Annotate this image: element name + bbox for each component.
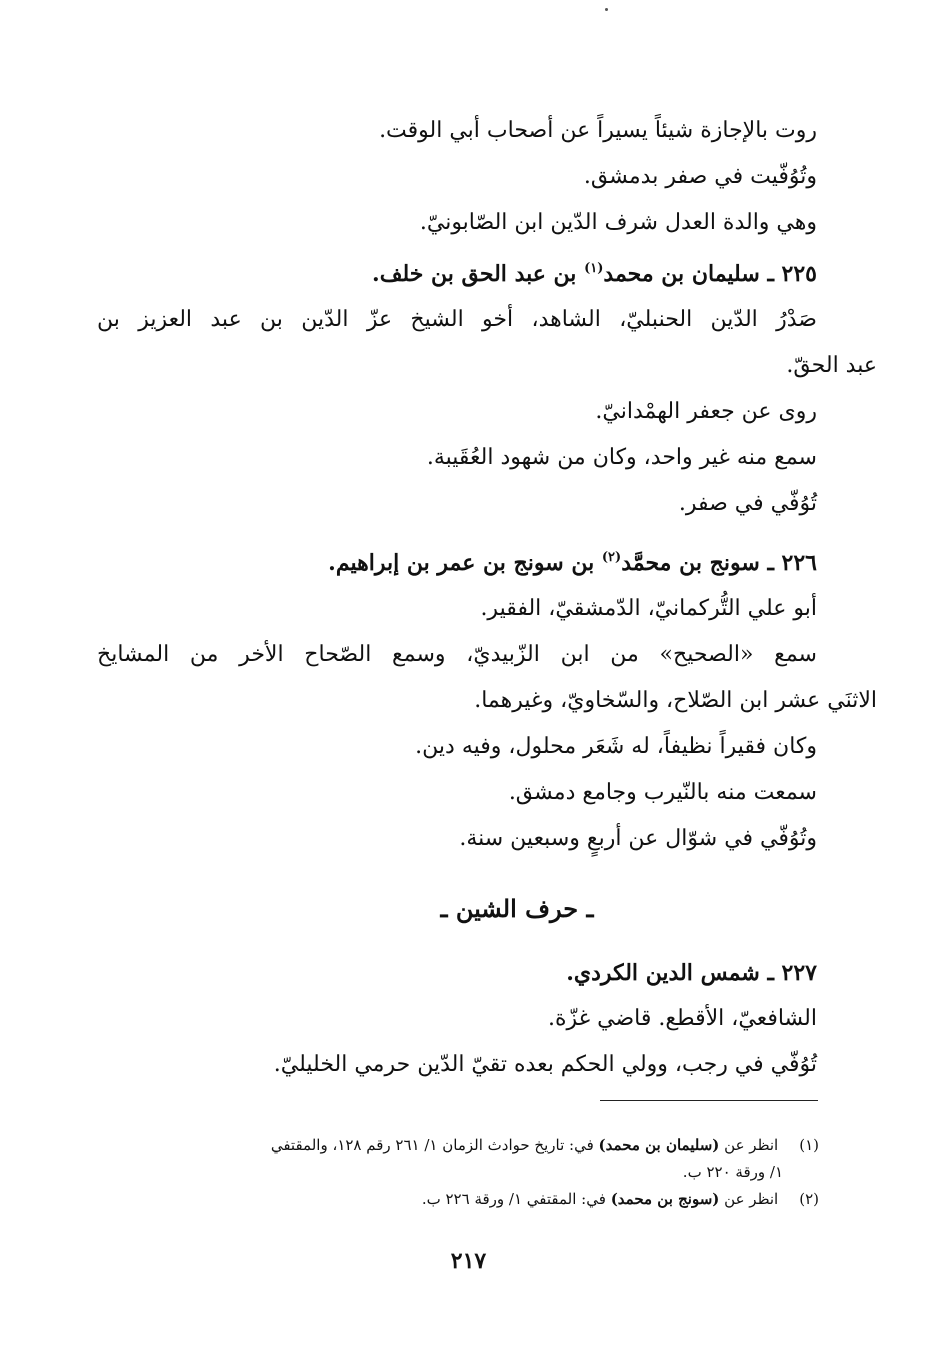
text-line: تُوُفّي في رجب، وولي الحكم بعده تقيّ الدّين حرمي الخليليّ. [273, 1052, 817, 1077]
text-line: وتُوُفّي في شوّال عن أربعٍ وسبعين سنة. [459, 826, 817, 851]
footnote-number: (١) [799, 1136, 819, 1154]
footnote-text: في: تاريخ حوادث الزمان ١/ ٢٦١ رقم ١٢٨، والمقتفي [270, 1136, 594, 1154]
text-line: وهي والدة العدل شرف الدّين ابن الصّابونيّ. [419, 210, 817, 235]
footnote-text: انظر عن [724, 1136, 779, 1154]
text-line: صَدْرُ الدّين الحنبليّ، الشاهد، أخو الشيخ عزّ الدّين بن عبد العزيز بن [97, 307, 817, 332]
text-line: وتُوُفّيت في صفر بدمشق. [583, 164, 817, 189]
text-line: وكان فقيراً نظيفاً، له شَعَر محلول، وفيه دين. [415, 734, 817, 759]
footnotes-block [114, 1132, 819, 1213]
entry-name-rest: بن سونج بن عمر بن إبراهيم. [328, 550, 595, 576]
text-line: سمع منه غير واحد، وكان من شهود العُقَيبة. [426, 445, 817, 470]
entry-227-title: ٢٢٧ ـ شمس الدين الكردي. [566, 960, 817, 986]
top-dot-mark [605, 8, 608, 11]
text-line: أبو علي التُّركمانيّ، الدّمشقيّ، الفقير. [480, 596, 817, 621]
text-line: روت بالإجازة شيئاً يسيراً عن أصحاب أبي الوقت. [379, 118, 817, 143]
footnote-text: انظر عن [724, 1190, 779, 1208]
footnote-subject: (سليمان بن محمد) [598, 1136, 720, 1154]
section-heading: ـ حرف الشين ـ [440, 894, 594, 923]
entry-name: سونج بن محمَّد [621, 550, 760, 576]
text-line: عبد الحقّ. [786, 353, 877, 378]
text-line: روى عن جعفر الهمْدانيّ. [595, 399, 817, 424]
footnote-2 [114, 1186, 819, 1213]
text-line: سمع «الصحيح» من ابن الزّبيديّ، وسمع الصّحاح الأخر من المشايخ [97, 642, 817, 667]
main-text-block [97, 108, 877, 1088]
entry-name: سليمان بن محمد [603, 261, 760, 287]
text-line: تُوُفّي في صفر. [678, 491, 817, 516]
entry-number: ٢٢٦ ـ [767, 550, 817, 576]
entry-225-title [97, 246, 817, 297]
footnote-1 [114, 1132, 819, 1159]
footnote-separator [600, 1100, 818, 1101]
page-number: ٢١٧ [450, 1248, 487, 1274]
footnote-text: في: المقتفي ١/ ورقة ٢٢٦ ب. [421, 1190, 606, 1208]
entry-226-title [97, 535, 817, 586]
text-line: سمعت منه بالنّيرب وجامع دمشق. [508, 780, 817, 805]
footnote-number: (٢) [799, 1190, 819, 1208]
text-line: الاثنَي عشر ابن الصّلاح، والسّخاويّ، وغيرهما. [474, 688, 877, 713]
footnote-1-continuation: ١/ ورقة ٢٢٠ ب. [682, 1163, 783, 1181]
entry-number: ٢٢٥ ـ [767, 261, 817, 287]
text-line: الشافعيّ، الأقطع. قاضي غزّة. [547, 1006, 817, 1031]
entry-name-rest: بن عبد الحق بن خلف. [372, 261, 577, 287]
footnote-ref[interactable]: (١) [584, 261, 604, 276]
footnote-ref[interactable]: (٢) [601, 550, 622, 565]
footnote-subject: (سونج بن محمد) [610, 1190, 720, 1208]
